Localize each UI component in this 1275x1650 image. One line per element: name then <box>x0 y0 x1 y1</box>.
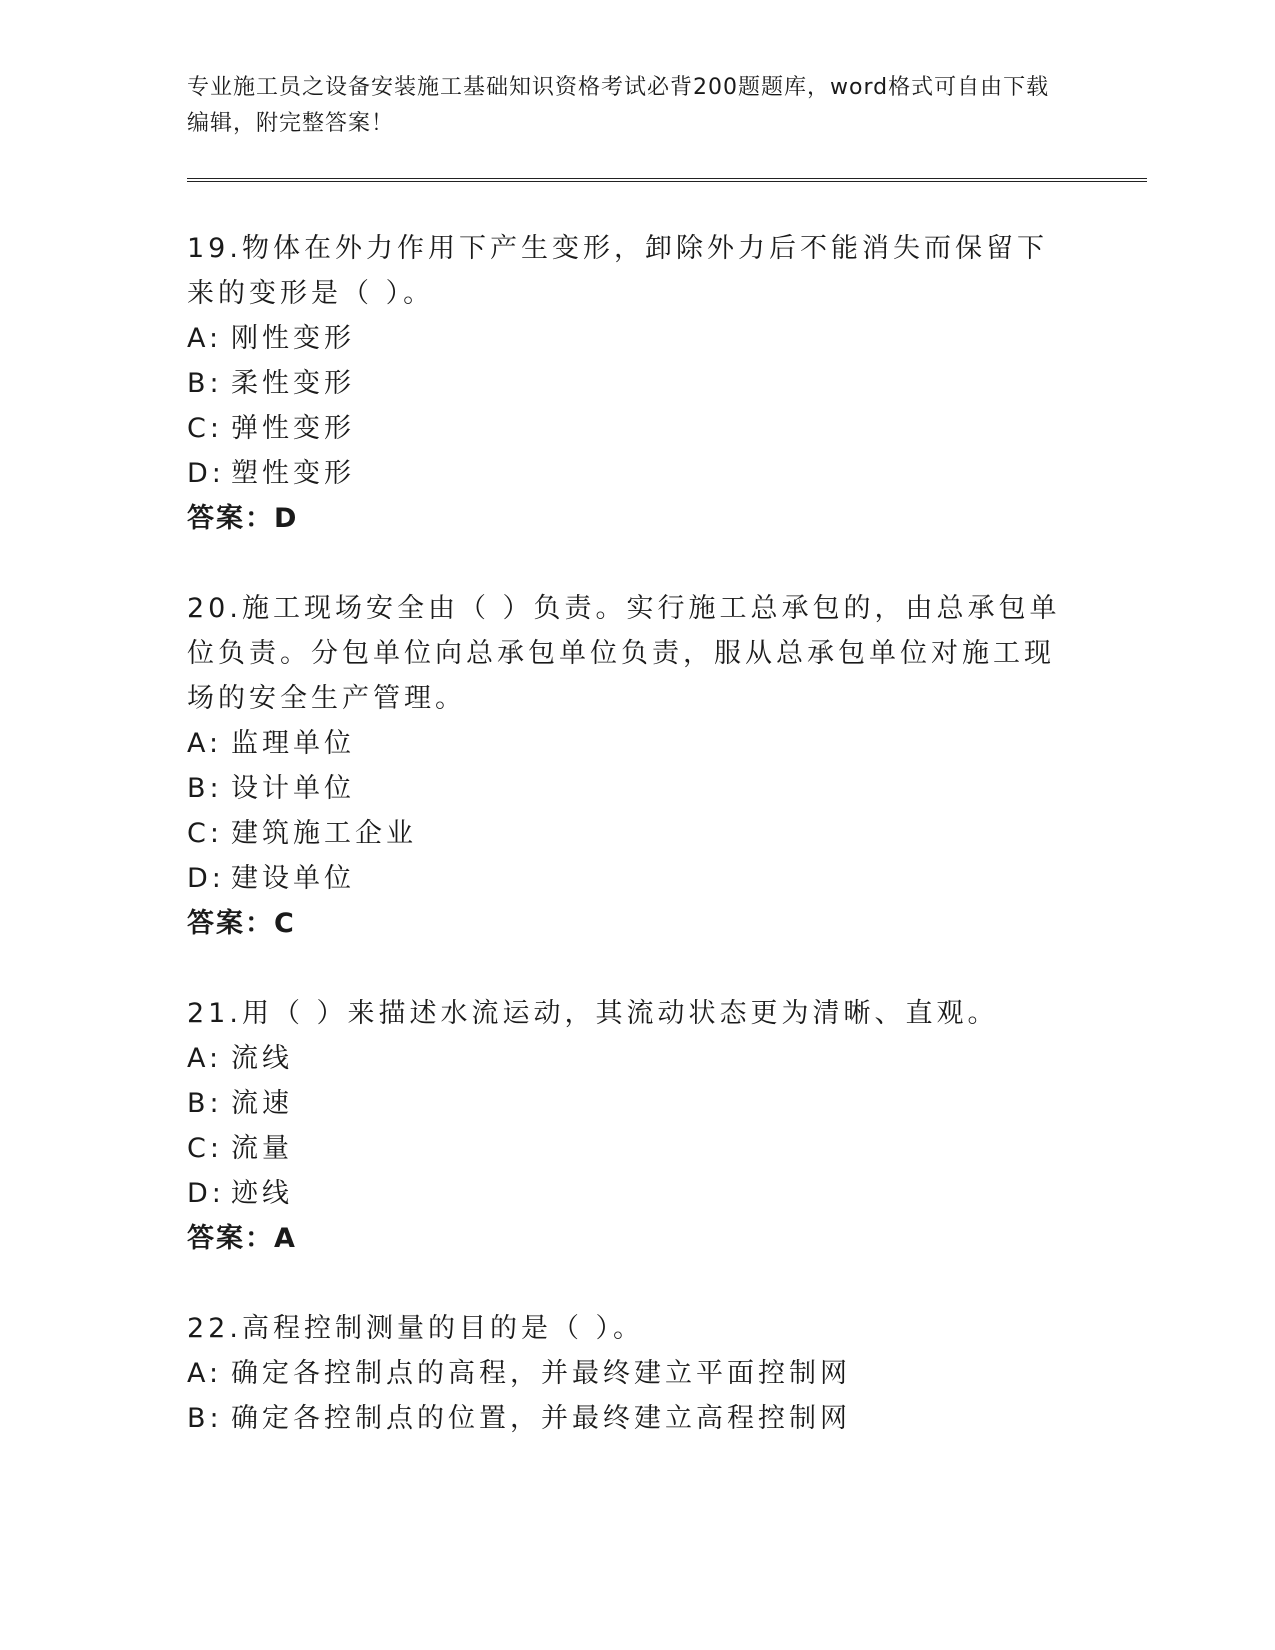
option-d <box>187 856 1147 901</box>
option-b <box>187 1396 1147 1441</box>
option-text: 确定各控制点的高程，并最终建立平面控制网 <box>231 1358 851 1389</box>
option-letter: B: <box>187 368 223 399</box>
question-19 <box>187 226 1147 541</box>
option-text: 弹性变形 <box>231 413 355 444</box>
option-c <box>187 406 1147 451</box>
question-21 <box>187 991 1147 1261</box>
option-text: 建筑施工企业 <box>231 818 417 849</box>
option-c <box>187 1126 1147 1171</box>
option-text: 流速 <box>231 1088 293 1119</box>
header-divider <box>187 178 1147 182</box>
option-letter: C: <box>187 1133 223 1164</box>
option-letter: A: <box>187 1043 223 1074</box>
option-letter: D: <box>187 1178 225 1209</box>
option-c <box>187 811 1147 856</box>
option-letter: B: <box>187 1088 223 1119</box>
option-letter: C: <box>187 413 223 444</box>
question-stem: 19.物体在外力作用下产生变形，卸除外力后不能消失而保留下来的变形是（ ）。 <box>187 233 1048 309</box>
option-text: 流线 <box>231 1043 293 1074</box>
option-letter: D: <box>187 458 225 489</box>
option-text: 确定各控制点的位置，并最终建立高程控制网 <box>231 1403 851 1434</box>
document-page <box>187 70 1147 1486</box>
option-text: 建设单位 <box>231 863 355 894</box>
answer-line: 答案：C <box>187 908 296 939</box>
question-stem: 21.用（ ）来描述水流运动，其流动状态更为清晰、直观。 <box>187 998 999 1029</box>
answer-line: 答案：D <box>187 503 299 534</box>
option-letter: B: <box>187 773 223 804</box>
option-text: 刚性变形 <box>231 323 355 354</box>
option-letter: A: <box>187 323 223 354</box>
option-d <box>187 451 1147 496</box>
option-text: 监理单位 <box>231 728 355 759</box>
option-b <box>187 766 1147 811</box>
question-22 <box>187 1306 1147 1441</box>
option-letter: B: <box>187 1403 223 1434</box>
option-a <box>187 1036 1147 1081</box>
option-letter: A: <box>187 728 223 759</box>
option-a <box>187 721 1147 766</box>
option-text: 流量 <box>231 1133 293 1164</box>
question-stem: 20.施工现场安全由（ ）负责。实行施工总承包的，由总承包单位负责。分包单位向总承包单位负责，服从总承包单位对施工现场的安全生产管理。 <box>187 593 1061 714</box>
option-text: 迹线 <box>231 1178 293 1209</box>
option-text: 设计单位 <box>231 773 355 804</box>
option-d <box>187 1171 1147 1216</box>
option-a <box>187 316 1147 361</box>
option-text: 柔性变形 <box>231 368 355 399</box>
option-text: 塑性变形 <box>231 458 355 489</box>
question-list <box>187 226 1147 1441</box>
question-stem: 22.高程控制测量的目的是（ ）。 <box>187 1313 645 1344</box>
option-b <box>187 1081 1147 1126</box>
option-letter: D: <box>187 863 225 894</box>
option-a <box>187 1351 1147 1396</box>
option-letter: A: <box>187 1358 223 1389</box>
option-letter: C: <box>187 818 223 849</box>
question-20 <box>187 586 1147 946</box>
answer-line: 答案：A <box>187 1223 297 1254</box>
document-header: 专业施工员之设备安装施工基础知识资格考试必背200题题库，word格式可自由下载编辑，附完整答案！ <box>187 75 1050 136</box>
option-b <box>187 361 1147 406</box>
